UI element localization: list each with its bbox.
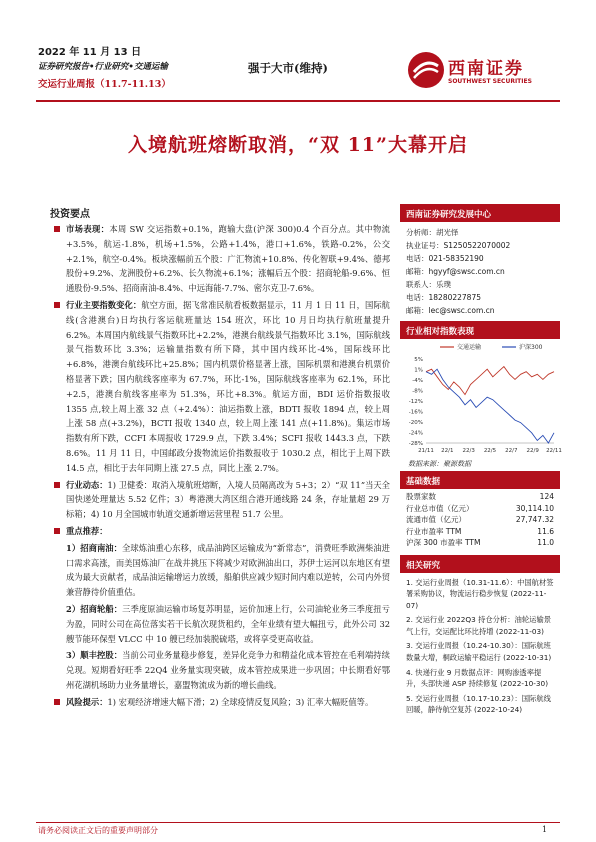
key-data-label: 行业市盈率 TTM xyxy=(406,526,462,536)
index-text: 航空方面，据飞常准民航看板数据显示，11 月 1 日 11 日，国际航线(含港澳台)日均执行客运航班量达 154 班次，环比 10 月日均执行航班量提升 6.2%。本周国内航线景气指数环比+2.2%，港澳台航线景气指数环比 3.1%，国际航线景气指数环比 3.3%；运输量指数有所下降，其中国内线环比-4%，国际线环比+6.8%，港澳台航线环比+25.8%；国内机票价格显著上涨，国际机票和港澳台机票价格显著下跌；国内航线客座率为 67.7%，环比-1%，国际航线客座率为 62.1%，环比+2.5，港澳台航线客座率为 51.3%，环比+8.3%。航运方面，BDI 运价指数报收 1355 点,较上周上涨 32 点（+2.4%）：油运指数上涨，BDTI 报收 1894 点，较上周上涨 58 点(+3.2%)，BCTI 报收 1340 点，较上周上涨 141 点(+11.8%)。集运市场指数有所下跌，CCFI 本周报收 1729.9 点，下跌 3.4%；SCFI 报收 1443.3 点，下跌 8.6%。11 月 11 日，中国邮政分拨物流运价指数报收于 1030.2 点，相比于上周下跌 14.5 点，相比于去年同期上涨 27.5 点，同比上涨 2.7%。 xyxy=(66,299,390,473)
key-data-title: 基础数据 xyxy=(400,471,560,489)
summary-body xyxy=(66,222,390,712)
analyst-info xyxy=(400,222,560,321)
news-paragraph xyxy=(66,478,390,522)
analyst-1-line xyxy=(406,226,554,239)
related-title: 相关研究 xyxy=(400,555,560,573)
y-tick-label: -28% xyxy=(408,441,423,447)
report-series: 交运行业周报（11.7-11.13） xyxy=(38,79,171,90)
risk-paragraph xyxy=(66,695,390,710)
focus-3-text: 当前公司业务量稳步修复，差异化竞争力和精益化成本管控在毛利端持续兑现。短期看好旺季 22Q4 业务量实现突破，成本管控成果进一步巩固；中长期看好鄂州花湖机场助力业务量增长，嘉盟物流成为新的增长曲线。 xyxy=(66,650,390,690)
footer-disclaimer: 请务必阅读正文后的重要声明部分 xyxy=(38,826,158,835)
related-item[interactable]: 1. 交运行业周报（10.31-11.6）：中国航材签署采购协议，物流运行稳步恢复 (2022-11-07) xyxy=(406,577,554,610)
chart-source: 数据来源：聚源数据 xyxy=(408,460,471,468)
performance-chart-svg xyxy=(400,339,560,457)
legend-label: 沪深300 xyxy=(519,344,543,351)
legend-label: 交通运输 xyxy=(457,344,482,351)
rating: 强于大市(维持) xyxy=(248,61,328,75)
y-tick-label: -12% xyxy=(408,399,423,405)
analyst-2-name: 乐璞 xyxy=(436,280,451,289)
focus-3-title: 3）顺丰控股： xyxy=(66,650,123,661)
key-data-table xyxy=(400,491,560,549)
y-tick-label: 5% xyxy=(414,357,423,363)
focus-2-title: 2）招商轮船： xyxy=(66,603,123,614)
report-title: 入境航班熔断取消，“双 11”大幕开启 xyxy=(128,134,468,156)
news-text: 1) 卫健委：取消入境航班熔断，入境人员隔离改为 5+3；2）“双 11”当天全国快递处理量达 5.52 亿件；3）粤港澳大湾区组合港开通线路 24 条，存址量超 29 万标箱；4) 10 月全国城市轨道交通新增运营里程 51.7 公里。 xyxy=(66,479,390,520)
series-line xyxy=(426,367,554,395)
analyst-1-name: 胡光怿 xyxy=(436,228,459,237)
y-tick-label: -4% xyxy=(412,378,423,384)
key-data-label: 股票家数 xyxy=(406,492,436,502)
footer-divider xyxy=(36,822,560,823)
x-tick-label: 22/11 xyxy=(546,448,562,454)
risk-text: 1) 宏观经济增速大幅下滑；2) 全球疫情反复风险；3) 汇率大幅贬值等。 xyxy=(107,696,374,707)
index-paragraph xyxy=(66,298,390,476)
related-list xyxy=(400,573,560,724)
focus-2-text: 三季度原油运输市场复苏明显，运价加速上行，公司油轮业务三季度扭亏为盈，同时公司在高位落实若干长航次现货租约，全年业绩有望大幅扭亏，此外公司 32 艘节能环保型 VLCC 中 10 艘已经加装脱硫塔，或将享受更高收益。 xyxy=(66,603,390,644)
y-tick-label: -16% xyxy=(408,409,423,416)
key-data-label: 行业总市值（亿元） xyxy=(406,503,474,513)
analyst-1-email[interactable]: 邮箱：hgyyf@swsc.com.cn xyxy=(406,267,505,276)
focus-2 xyxy=(66,602,390,646)
key-data-row xyxy=(400,537,560,549)
performance-title: 行业相对指数表现 xyxy=(400,321,560,339)
team-title: 西南证券研究发展中心 xyxy=(400,204,560,222)
focus-3 xyxy=(66,648,390,692)
analyst-1-cert: 执业证号：S1250522070002 xyxy=(406,241,511,250)
key-data-row xyxy=(400,491,560,503)
focus-1-title: 1）招商南油： xyxy=(66,542,123,553)
series-line xyxy=(426,369,554,443)
analyst-2-phone: 电话：18280227875 xyxy=(406,293,481,302)
page-number: 1 xyxy=(542,825,548,834)
focus-1-text: 全球炼油重心东移，成品油跨区运输成为“新常态”，消费旺季欧洲柴油进口需求高涨，而美国炼油厂在战井挑压下将减少对欧洲油出口，苏伊士运河以东地区有望成为最大贡献者，成品油运输增运力放缓，船舶供应减少短时间内难以逆转，公司内外贸兼营静待价值重估。 xyxy=(66,542,390,598)
key-data-value: 30,114.10 xyxy=(515,503,554,513)
logo-mark-icon xyxy=(408,52,444,88)
y-tick-label: -20% xyxy=(408,420,423,426)
related-item[interactable]: 3. 交运行业周报（10.24-10.30）：国际航班数量大增，桐政运输平稳运行 (2022-10-31) xyxy=(406,641,552,663)
logo-english: SOUTHWEST SECURITIES xyxy=(448,78,532,85)
sidebar xyxy=(400,204,560,723)
report-date: 2022 年 11 月 13 日 xyxy=(38,47,142,58)
logo-name: 西南证券 xyxy=(448,59,524,79)
key-data-value: 27,747.32 xyxy=(515,515,554,525)
key-data-row xyxy=(400,526,560,538)
x-tick-label: 22/9 xyxy=(526,448,539,454)
x-tick-label: 21/11 xyxy=(418,448,434,454)
analyst-1-label: 分析师： xyxy=(406,228,436,237)
key-data-row xyxy=(400,514,560,526)
related-item[interactable]: 5. 交运行业周报（10.17-10.23）：国际航线回暖，静待航空复苏 (2022-10-24) xyxy=(406,693,551,715)
key-data-value: 124 xyxy=(539,492,554,502)
x-tick-label: 22/1 xyxy=(441,448,454,454)
summary-label: 投资要点 xyxy=(50,209,90,220)
analyst-1-phone: 电话：021-58352190 xyxy=(406,254,484,263)
key-data-value: 11.0 xyxy=(537,538,554,548)
report-type: 证券研究报告•行业研究•交通运输 xyxy=(38,62,168,72)
y-tick-label: -24% xyxy=(408,430,423,437)
company-logo xyxy=(408,52,558,94)
analyst-2-email[interactable]: 邮箱：lec@swsc.com.cn xyxy=(406,306,495,315)
key-data-value: 11.6 xyxy=(537,526,554,536)
market-paragraph xyxy=(66,222,390,296)
y-tick-label: -8% xyxy=(412,388,423,395)
related-item[interactable]: 4. 快递行业 9 月数据点评：网购渗透率提升，头部快递 ASP 持续修复 (2022-10-30) xyxy=(406,667,549,689)
key-data-label: 沪深 300 市盈率 TTM xyxy=(406,538,481,548)
x-tick-label: 22/5 xyxy=(483,448,497,454)
focus-label: 重点推荐： xyxy=(66,524,390,539)
key-data-label: 流通市值（亿元） xyxy=(406,515,466,525)
y-tick-label: 1% xyxy=(414,367,423,374)
performance-chart xyxy=(400,339,560,457)
market-label: 市场表现： xyxy=(66,224,110,234)
x-tick-label: 22/3 xyxy=(462,448,475,454)
news-label: 行业动态： xyxy=(66,479,108,490)
analyst-2-label: 联系人： xyxy=(406,280,436,289)
header-divider xyxy=(36,100,560,102)
related-item[interactable]: 2. 交运行业 2022Q3 持仓分析：油轮运输景气上行，交运配比环比持增 (2022-11-03) xyxy=(406,615,552,636)
x-tick-label: 22/7 xyxy=(505,448,518,454)
market-text: 本周 SW 交运指数+0.1%，跑输大盘(沪深 300)0.4 个百分点。其中物流+3.5%，航运-1.8%，机场+1.5%，公路+1.4%，港口+1.6%，铁路-0.2%，公交+2.1%，航空-0.4%。板块涨幅前五个股：广汇物流+10.8%、传化智联+9.4%、德邦股份+9.2%、龙洲股份+6.2%、长久物流+6.1%；涨幅后五个股：招商轮船-9.6%、恒通股份-9.5%、招商南油-8.4%、中远海能-7.7%、密尔克卫-7.6%。 xyxy=(66,224,390,294)
index-label: 行业主要指数变化： xyxy=(66,299,142,310)
analyst-2-line xyxy=(406,278,554,291)
risk-label: 风险提示： xyxy=(66,696,108,707)
focus-1 xyxy=(66,541,390,600)
key-data-row xyxy=(400,503,560,515)
